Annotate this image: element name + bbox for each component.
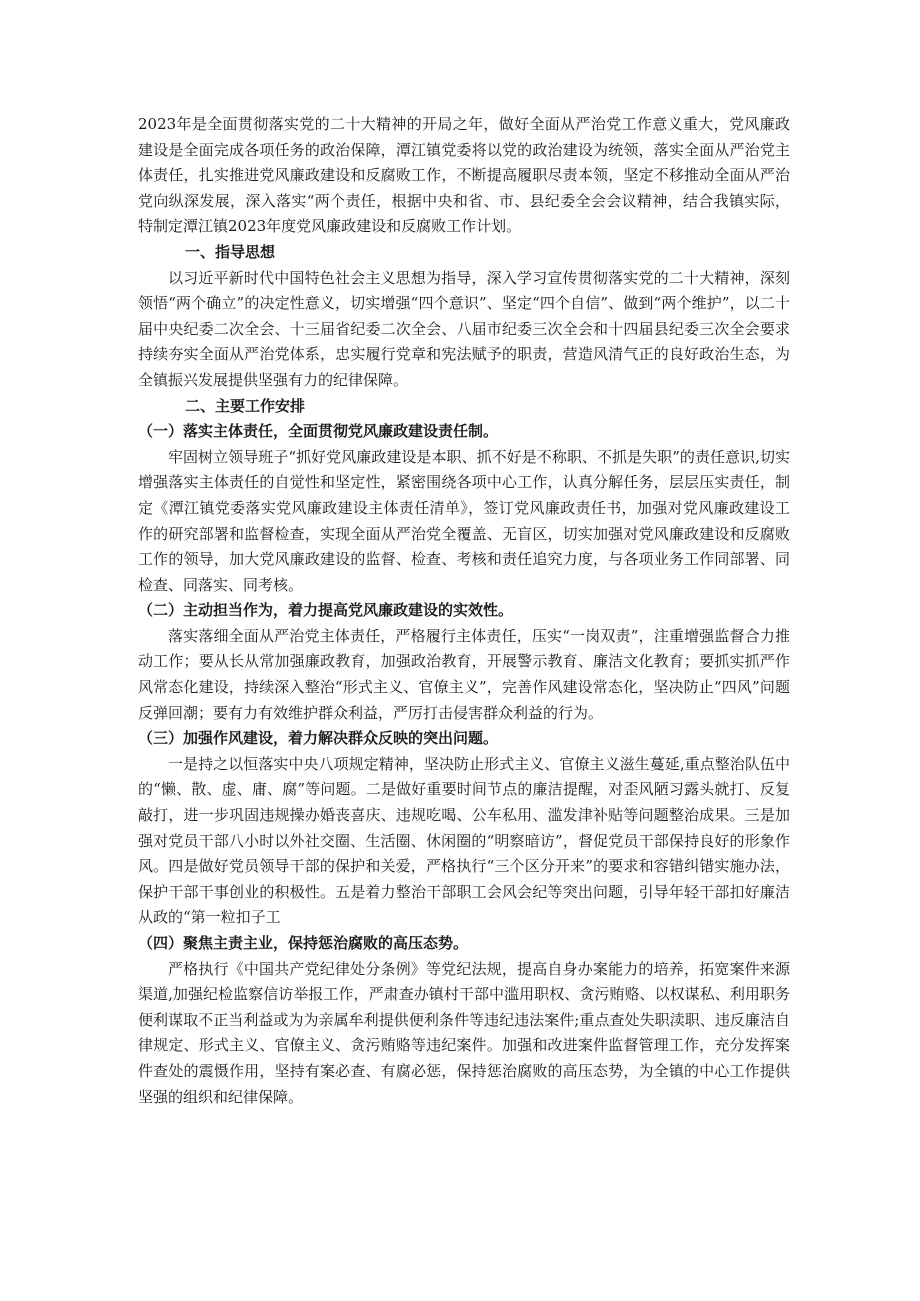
subsection-heading-2: （二）主动担当作为，着力提高党风廉政建设的实效性。	[138, 601, 514, 620]
document-page	[138, 112, 790, 1110]
subsection-heading-4: （四）聚焦主责主业，保持惩治腐败的高压态势。	[138, 934, 469, 952]
subsection-paragraph-2: 落实落细全面从严治党主体责任，严格履行主体责任，压实“一岗双责”，注重增强监督合力推动工作；要从长从常加强廉政教育，加强政治教育，开展警示教育、廉洁文化教育；要抓实抓严作风常态化建设，持续深入整治“形式主义、官僚主义”，完善作风建设常态化，坚决防止“四风”问题反弹回潮；要有力有效维护群众利益，严厉打击侵害群众利益的行为。	[138, 626, 790, 722]
section-heading-guiding-ideology: 一、指导思想	[185, 242, 276, 261]
section-heading-main-tasks: 二、主要工作安排	[185, 396, 306, 415]
subsection-paragraph-1: 牢固树立领导班子“抓好党风廉政建设是本职、抓不好是不称职、不抓是失职”的责任意识,切实增强落实主体责任的自觉性和坚定性，紧密围绕各项中心工作，认真分解任务，层层压实责任，制定《潭江镇党委落实党风廉政建设主体责任清单》，签订党风廉政责任书，加强对党风廉政建设工作的研究部署和监督检查，实现全面从严治党全覆盖、无盲区，切实加强对党风廉政建设和反腐败工作的领导，加大党风廉政建设的监督、检查、考核和责任追究力度，与各项业务工作同部署、同检查、同落实、同考核。	[138, 447, 790, 594]
intro-paragraph: 2023年是全面贯彻落实党的二十大精神的开局之年，做好全面从严治党工作意义重大，党风廉政建设是全面完成各项任务的政治保障，潭江镇党委将以党的政治建设为统领，落实全面从严治党主体责任，扎实推进党风廉政建设和反腐败工作，不断提高履职尽责本领，坚定不移推动全面从严治党向纵深发展，深入落实“两个责任，根据中央和省、市、县纪委全会会议精神，结合我镇实际，特制定潭江镇2023年度党风廉政建设和反腐败工作计划。	[138, 115, 790, 236]
subsection-paragraph-4: 严格执行《中国共产党纪律处分条例》等党纪法规，提高自身办案能力的培养，拓宽案件来源渠道,加强纪检监察信访举报工作，严肃查办镇村干部中滥用职权、贪污贿赂、以权谋私、利用职务便利谋取不正当利益或为为亲属牟利提供便利条件等违纪违法案件;重点查处失职渎职、违反廉洁自律规定、形式主义、官僚主义、贪污贿赂等违纪案件。加强和改进案件监督管理工作，充分发挥案件查处的震慑作用，坚持有案必查、有腐必惩，保持惩治腐败的高压态势，为全镇的中心工作提供坚强的组织和纪律保障。	[138, 959, 790, 1106]
subsection-heading-1: （一）落实主体责任，全面贯彻党风廉政建设责任制。	[138, 422, 499, 441]
subsection-heading-3: （三）加强作风建设，着力解决群众反映的突出问题。	[138, 729, 499, 748]
guiding-ideology-paragraph: 以习近平新时代中国特色社会主义思想为指导，深入学习宣传贯彻落实党的二十大精神，深刻领悟“两个确立”的决定性意义，切实增强“四个意识”、坚定“四个自信”、做到“两个维护”，以二十届中央纪委二次全会、十三届省纪委二次全会、八届市纪委三次全会和十四届县纪委三次全会要求持续夯实全面从严治党体系，忠实履行党章和宪法赋予的职责，营造风清气正的良好政治生态，为全镇振兴发展提供坚强有力的纪律保障。	[138, 268, 790, 389]
subsection-paragraph-3: 一是持之以恒落实中央八项规定精神，坚决防止形式主义、官僚主义滋生蔓延,重点整治队伍中的“懒、散、虚、庸、腐”等问题。二是做好重要时间节点的廉洁提醒，对歪风陋习露头就打、反复敲打，进一步巩固违规操办婚丧喜庆、违规吃喝、公车私用、滥发津补贴等问题整治成果。三是加强对党员干部八小时以外社交圈、生活圈、休闲圈的“明察暗访”，督促党员干部保持良好的形象作风。四是做好党员领导干部的保护和关爱，严格执行“三个区分开来”的要求和容错纠错实施办法，保护干部干事创业的积极性。五是着力整治干部职工会风会纪等突出问题，引导年轻干部扣好廉洁从政的“第一粒扣子工	[138, 754, 790, 927]
